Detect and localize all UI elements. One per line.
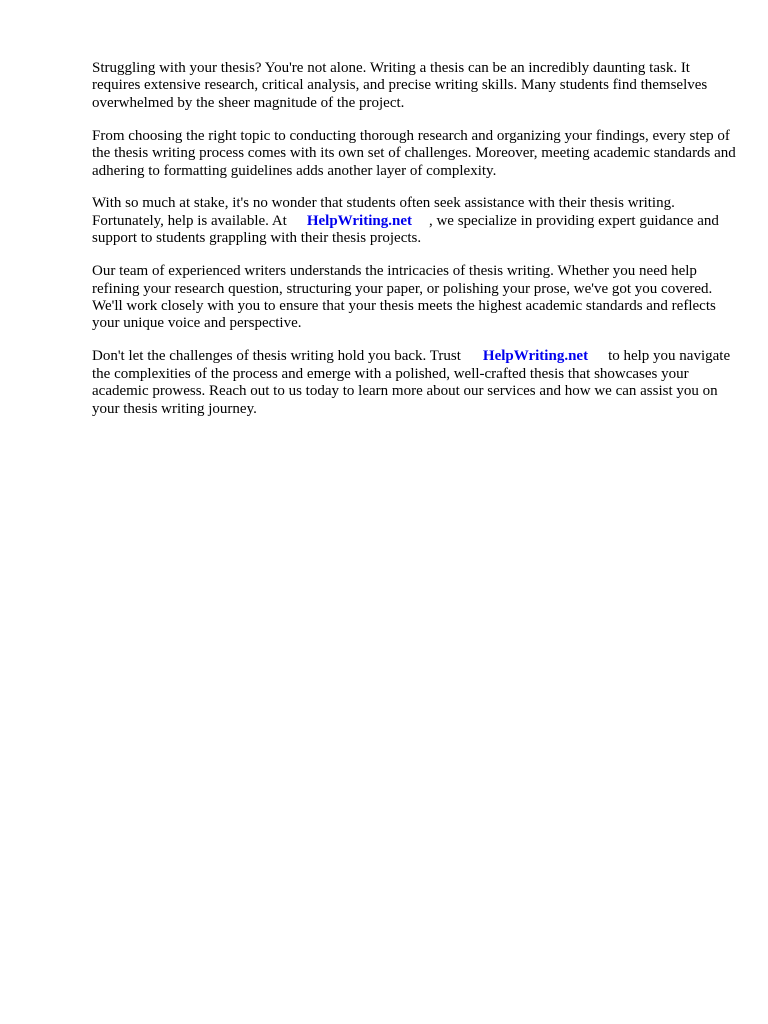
document-body: [92, 60, 736, 433]
paragraph-trust: [92, 348, 736, 418]
helpwriting-link[interactable]: HelpWriting.net: [306, 212, 412, 229]
paragraph-assistance-text-after: , we specialize in providing expert guidance and support to students grappling with their thesis projects.: [92, 212, 719, 247]
paragraph-assistance-text-before: With so much at stake, it's no wonder that students often seek assistance with their thesis writing. Fortunately, help is available. At: [92, 195, 675, 229]
paragraph-trust-text-before: Don't let the challenges of thesis writing hold you back. Trust: [92, 348, 461, 365]
paragraph-trust-text-after: to help you navigate the complexities of the process and emerge with a polished, well-crafted thesis that showcases your academic prowess. Reach out to us today to learn more about our services and how we can assist you on your thesis writing journey.: [92, 348, 731, 417]
helpwriting-link-trust[interactable]: HelpWriting.net: [482, 348, 589, 365]
paragraph-intro: Struggling with your thesis? You're not alone. Writing a thesis can be an incredibly daunting task. It requires extensive research, critical analysis, and precise writing skills. Many students find themselves overwhelmed by the sheer magnitude of the project.: [92, 60, 708, 111]
paragraph-assistance: [92, 195, 736, 247]
paragraph-team: Our team of experienced writers understands the intricacies of thesis writing. Whether you need help refining your research question, structuring your paper, or polishing your prose, we've got you covered. We'll work closely with you to ensure that your thesis meets the highest academic standards and reflects your unique voice and perspective.: [92, 263, 716, 332]
paragraph-challenges: From choosing the right topic to conducting thorough research and organizing your findings, every step of the thesis writing process comes with its own set of challenges. Moreover, meeting academic standards and adhering to formatting guidelines adds another layer of complexity.: [92, 127, 736, 179]
